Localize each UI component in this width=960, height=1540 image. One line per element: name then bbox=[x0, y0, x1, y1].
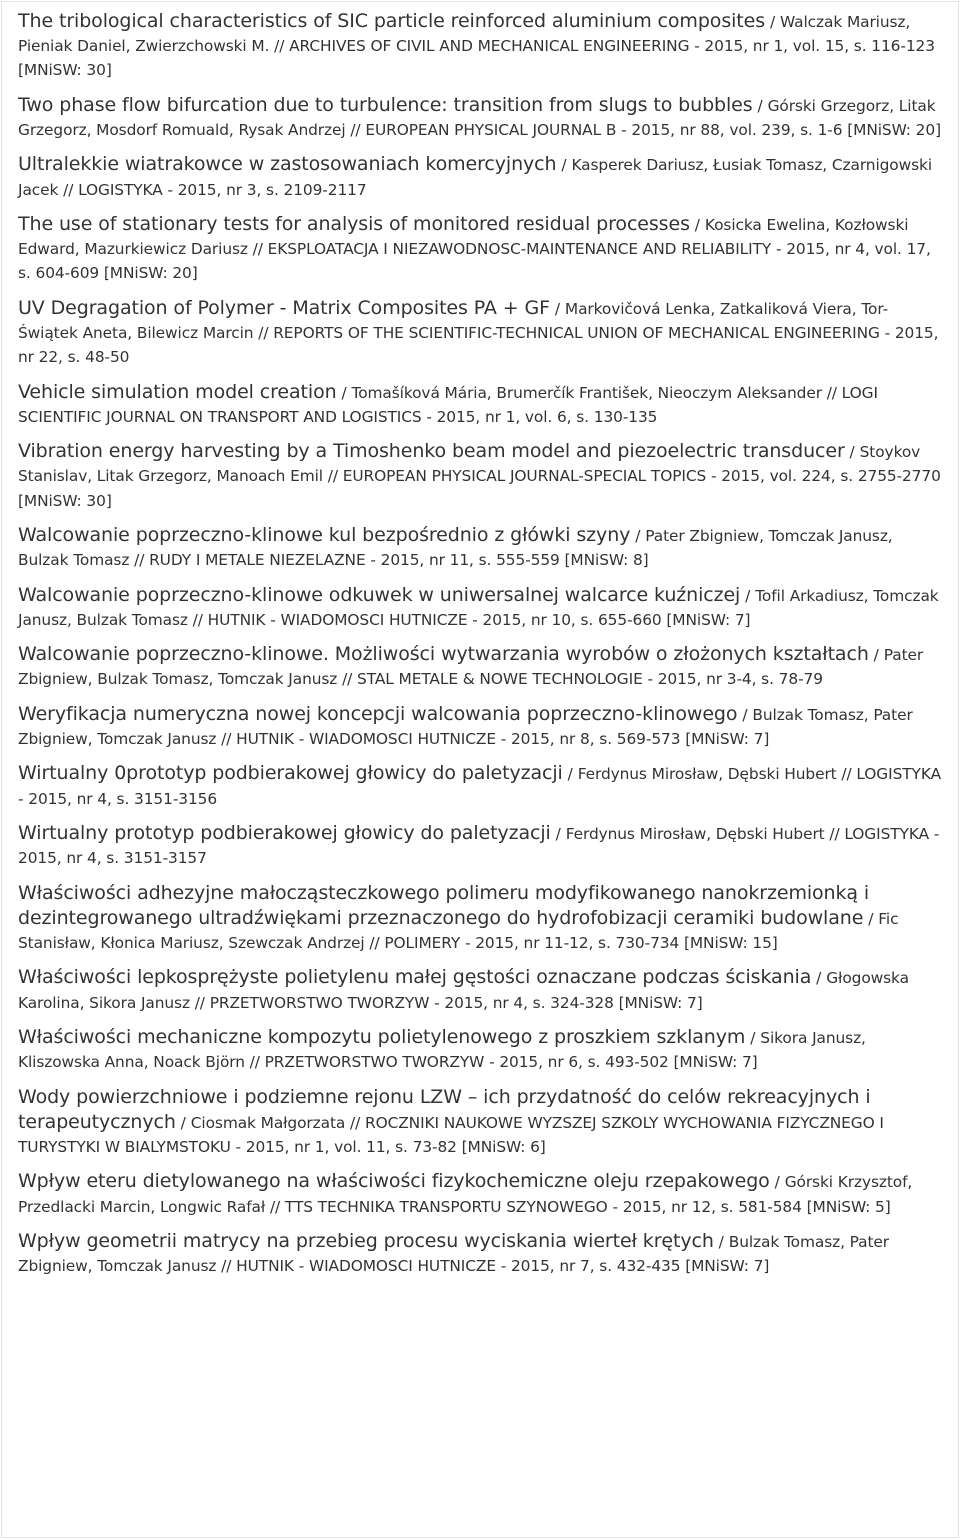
author-separator: / bbox=[549, 299, 565, 318]
publication-entry bbox=[18, 583, 942, 632]
publication-title-link[interactable]: Vehicle simulation model creation bbox=[18, 380, 337, 403]
publication-entry bbox=[18, 1229, 942, 1278]
publication-title-link[interactable]: Two phase flow bifurcation due to turbulence: transition from slugs to bubbles bbox=[18, 93, 753, 116]
publication-entry bbox=[18, 152, 942, 201]
author-separator: / bbox=[336, 383, 352, 402]
publication-title-link[interactable]: Wirtualny prototyp podbierakowej głowicy do paletyzacji bbox=[18, 821, 551, 844]
author-separator: / bbox=[868, 646, 884, 665]
publication-citation: Górski Grzegorz, Litak Grzegorz, Mosdorf Romuald, Rysak Andrzej // EUROPEAN PHYSICAL JOURNAL B - 2015, nr 88, vol. 239, s. 1-6 [MNiSW: 20] bbox=[18, 96, 941, 139]
publication-title-link[interactable]: Walcowanie poprzeczno-klinowe. Możliwości wytwarzania wyrobów o złożonych kształtach bbox=[18, 643, 869, 666]
author-separator: / bbox=[844, 443, 860, 462]
publication-citation: Bulzak Tomasz, Pater Zbigniew, Tomczak Janusz // HUTNIK - WIADOMOSCI HUTNICZE - 2015, nr 7, s. 432-435 [MNiSW: 7] bbox=[18, 1232, 890, 1276]
publication-citation: Pater Zbigniew, Bulzak Tomasz, Tomczak Janusz // STAL METALE & NOWE TECHNOLOGIE - 2015, nr 3-4, s. 78-79 bbox=[18, 646, 924, 689]
publication-title-link[interactable]: Właściwości lepkosprężyste polietylenu małej gęstości oznaczane podczas ściskania bbox=[18, 966, 812, 989]
publication-citation: Bulzak Tomasz, Pater Zbigniew, Tomczak Janusz // HUTNIK - WIADOMOSCI HUTNICZE - 2015, nr 8, s. 569-573 [MNiSW: 7] bbox=[18, 705, 913, 748]
publication-citation: Ciosmak Małgorzata // ROCZNIKI NAUKOWE WYZSZEJ SZKOLY WYCHOWANIA FIZYCZNEGO I TURYSTYKI W BIALYMSTOKU - 2015, nr 1, vol. 11, s. 73-82 [MNiSW: 6] bbox=[18, 1113, 884, 1156]
publication-entry bbox=[18, 9, 942, 83]
publication-entry bbox=[18, 439, 942, 513]
publication-list bbox=[1, 1, 959, 1538]
author-separator: / bbox=[811, 969, 827, 988]
publication-entry bbox=[18, 93, 942, 142]
publication-entry bbox=[18, 821, 942, 870]
author-separator: / bbox=[863, 909, 879, 928]
publication-citation: Tofil Arkadiusz, Tomczak Janusz, Bulzak Tomasz // HUTNIK - WIADOMOSCI HUTNICZE - 2015, nr 10, s. 655-660 [MNiSW: 7] bbox=[18, 586, 939, 629]
author-separator: / bbox=[175, 1113, 191, 1132]
author-separator: / bbox=[737, 705, 753, 724]
publication-entry bbox=[18, 523, 942, 572]
publication-title-link[interactable]: Wirtualny 0prototyp podbierakowej głowicy do paletyzacji bbox=[18, 762, 563, 785]
author-separator: / bbox=[689, 215, 705, 234]
author-separator: / bbox=[740, 586, 756, 605]
publication-title-link[interactable]: Ultralekkie wiatrakowce w zastosowaniach komercyjnych bbox=[18, 153, 557, 176]
publication-title-link[interactable]: UV Degragation of Polymer - Matrix Composites PA + GF bbox=[18, 296, 550, 319]
publication-entry bbox=[18, 642, 942, 691]
publication-title-link[interactable]: Wpływ eteru dietylowanego na właściwości fizykochemiczne oleju rzepakowego bbox=[18, 1170, 770, 1193]
publication-citation: Ferdynus Mirosław, Dębski Hubert // LOGISTYKA - 2015, nr 4, s. 3151-3157 bbox=[18, 824, 940, 868]
author-separator: / bbox=[550, 824, 566, 843]
publication-citation: Stoykov Stanislav, Litak Grzegorz, Manoach Emil // EUROPEAN PHYSICAL JOURNAL-SPECIAL TOPICS - 2015, vol. 224, s. 2755-2770 [MNiSW: 30] bbox=[18, 443, 941, 510]
publication-entry bbox=[18, 881, 942, 956]
author-separator: / bbox=[752, 96, 768, 115]
publication-entry bbox=[18, 296, 942, 370]
publication-citation: Głogowska Karolina, Sikora Janusz // PRZETWORSTWO TWORZYW - 2015, nr 4, s. 324-328 [MNiSW: 7] bbox=[18, 969, 909, 1012]
publication-citation: Ferdynus Mirosław, Dębski Hubert // LOGISTYKA - 2015, nr 4, s. 3151-3156 bbox=[18, 765, 941, 808]
author-separator: / bbox=[765, 13, 781, 31]
publication-title-link[interactable]: Vibration energy harvesting by a Timoshenko beam model and piezoelectric transducer bbox=[18, 440, 845, 463]
publication-entry bbox=[18, 702, 942, 751]
publication-title-link[interactable]: Walcowanie poprzeczno-klinowe kul bezpośrednio z główki szyny bbox=[18, 523, 631, 546]
author-separator: / bbox=[562, 765, 578, 784]
publication-citation: Markovičová Lenka, Zatkaliková Viera, Tor-Świątek Aneta, Bilewicz Marcin // REPORTS OF THE SCIENTIFIC-TECHNICAL UNION OF MECHANICAL ENGINEERING - 2015, nr 22, s. 48-50 bbox=[18, 299, 939, 367]
publication-title-link[interactable]: Wpływ geometrii matrycy na przebieg procesu wyciskania wierteł krętych bbox=[18, 1229, 714, 1252]
publication-title-link[interactable]: Weryfikacja numeryczna nowej koncepcji walcowania poprzeczno-klinowego bbox=[18, 702, 738, 725]
author-separator: / bbox=[630, 526, 646, 545]
author-separator: / bbox=[556, 156, 572, 175]
publication-citation: Fic Stanisław, Kłonica Mariusz, Szewczak Andrzej // POLIMERY - 2015, nr 11-12, s. 730-734 [MNiSW: 15] bbox=[18, 909, 899, 952]
publication-entry bbox=[18, 212, 942, 286]
publication-title-link[interactable]: The tribological characteristics of SIC particle reinforced aluminium composites bbox=[18, 10, 766, 32]
publication-citation: Tomašíková Mária, Brumerčík František, Nieoczym Aleksander // LOGI SCIENTIFIC JOURNAL ON TRANSPORT AND LOGISTICS - 2015, nr 1, vol. 6, s. 130-135 bbox=[18, 383, 878, 426]
publication-entry bbox=[18, 1169, 942, 1218]
publication-citation: Walczak Mariusz, Pieniak Daniel, Zwierzchowski M. // ARCHIVES OF CIVIL AND MECHANICAL ENGINEERING - 2015, nr 1, vol. 15, s. 116-123 [MNiSW: 30] bbox=[18, 13, 935, 80]
publication-title-link[interactable]: Walcowanie poprzeczno-klinowe odkuwek w uniwersalnej walcarce kuźniczej bbox=[18, 583, 741, 606]
publication-entry bbox=[18, 380, 942, 429]
publication-title-link[interactable]: Wody powierzchniowe i podziemne rejonu LZW – ich przydatność do celów rekreacyjnych i terapeutycznych bbox=[18, 1085, 871, 1133]
publication-citation: Górski Krzysztof, Przedlacki Marcin, Longwic Rafał // TTS TECHNIKA TRANSPORTU SZYNOWEGO - 2015, nr 12, s. 581-584 [MNiSW: 5] bbox=[18, 1173, 913, 1216]
publication-title-link[interactable]: Właściwości adhezyjne małocząsteczkowego polimeru modyfikowanego nanokrzemionką i dezintegrowanego ultradźwiękami przeznaczonego do hydrofobizacji ceramiki budowlane bbox=[18, 881, 870, 929]
publication-entry bbox=[18, 1025, 942, 1074]
publication-citation: Kasperek Dariusz, Łusiak Tomasz, Czarnigowski Jacek // LOGISTYKA - 2015, nr 3, s. 2109-2117 bbox=[18, 156, 933, 199]
publication-citation: Kosicka Ewelina, Kozłowski Edward, Mazurkiewicz Dariusz // EKSPLOATACJA I NIEZAWODNOSC-MAINTENANCE AND RELIABILITY - 2015, nr 4, vol. 17, s. 604-609 [MNiSW: 20] bbox=[18, 215, 931, 283]
author-separator: / bbox=[713, 1232, 729, 1251]
publication-entry bbox=[18, 761, 942, 810]
publication-entry bbox=[18, 1085, 942, 1160]
author-separator: / bbox=[769, 1173, 785, 1192]
publication-title-link[interactable]: The use of stationary tests for analysis of monitored residual processes bbox=[18, 212, 690, 235]
publication-citation: Sikora Janusz, Kliszowska Anna, Noack Björn // PRZETWORSTWO TWORZYW - 2015, nr 6, s. 493-502 [MNiSW: 7] bbox=[18, 1028, 866, 1072]
publication-entry bbox=[18, 965, 942, 1014]
author-separator: / bbox=[745, 1028, 761, 1047]
publication-title-link[interactable]: Właściwości mechaniczne kompozytu polietylenowego z proszkiem szklanym bbox=[18, 1025, 746, 1048]
publication-citation: Pater Zbigniew, Tomczak Janusz, Bulzak Tomasz // RUDY I METALE NIEZELAZNE - 2015, nr 11, s. 555-559 [MNiSW: 8] bbox=[18, 526, 893, 570]
